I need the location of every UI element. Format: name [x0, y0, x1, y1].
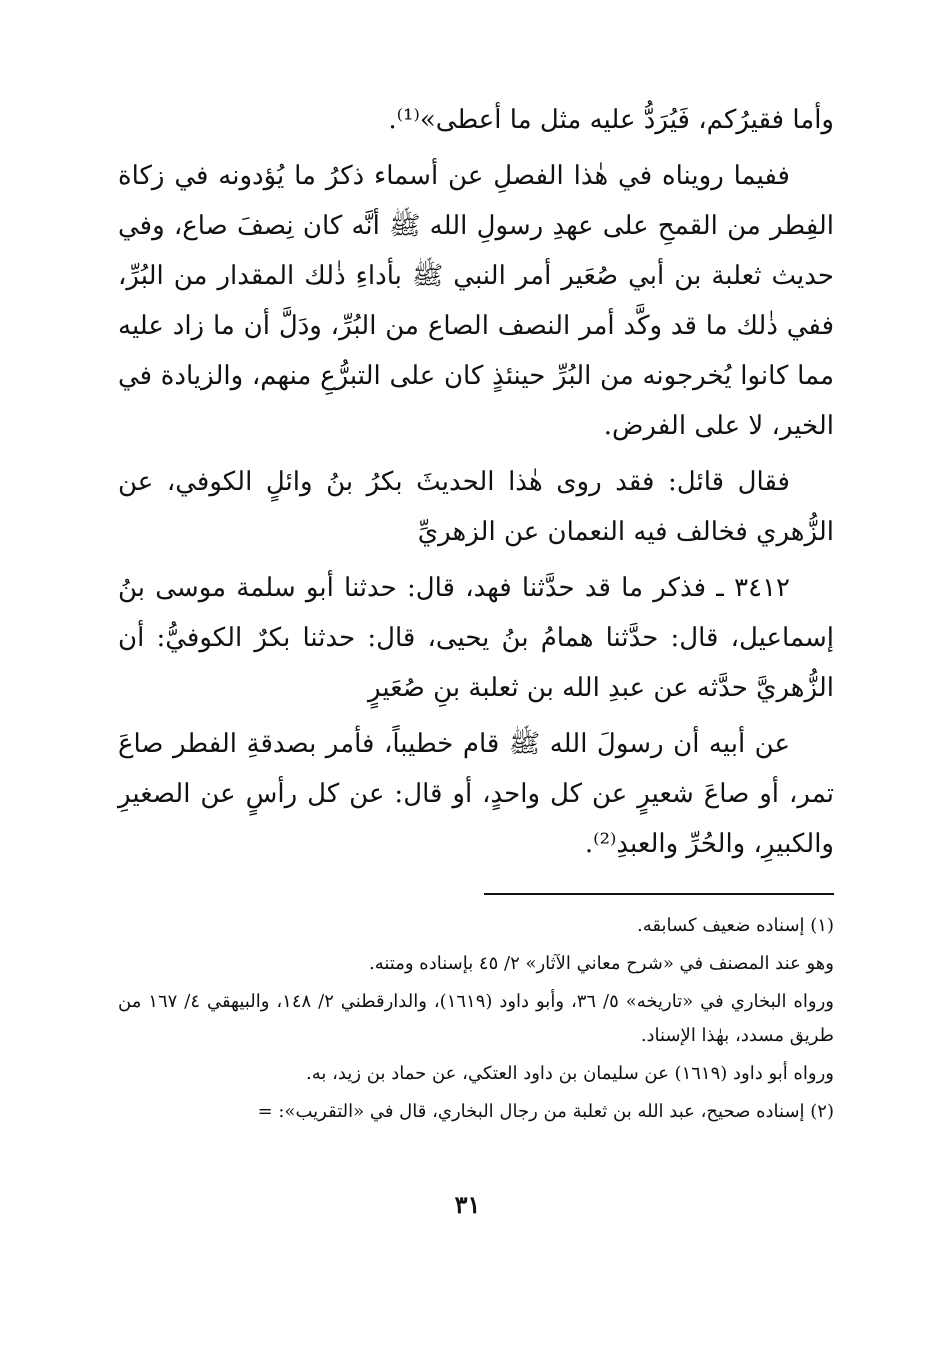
footnote-1-source-1: وهو عند المصنف في «شرح معاني الآثار» ٢/ ٤٥ بإسناده ومتنه.: [368, 953, 834, 974]
page-number: ٣١: [454, 1190, 481, 1219]
body-paragraph-5: عن أبيه أن رسولَ الله ﷺ قام خطيباً، فأمر بصدقةِ الفطر صاعَ تمر، أو صاعَ شعيرٍ عن كل واحدٍ، أو قال: عن كل رأسٍ عن الصغيرِ والكبيرِ، والحُرِّ والعبدِ⁽²⁾.: [118, 729, 834, 859]
footnote-1: (١) إسناده ضعيف كسابقه.: [637, 915, 834, 936]
footnote-divider: [484, 893, 834, 895]
hadith-3412: ٣٤١٢ ـ فذكر ما قد حدَّثنا فهد، قال: حدثنا أبو سلمة موسى بنُ إسماعيل، قال: حدَّثنا همامُ بنُ يحيى، قال: حدثنا بكرٌ الكوفيُّ: أن الزُّهريَّ حدَّثه عن عبدِ الله بن ثعلبة بنِ صُعَيرٍ: [118, 573, 834, 703]
body-paragraph-1: وأما فقيرُكم، فَيُرَدُّ عليه مثل ما أعطى»⁽¹⁾.: [388, 105, 834, 135]
page-content: [118, 95, 834, 1133]
body-paragraph-3: فقال قائل: فقد روى هٰذا الحديثَ بكرُ بنُ وائلٍ الكوفي، عن الزُّهري فخالف فيه النعمان عن الزهريِّ: [118, 467, 834, 547]
footnote-2: (٢) إسناده صحيح، عبد الله بن ثعلبة من رجال البخاري، قال في «التقريب»: =: [257, 1101, 834, 1122]
body-paragraph-2: ففيما رويناه في هٰذا الفصلِ عن أسماء ذكرُ ما يُؤدونه في زكاة الفِطر من القمحِ على عهدِ رسولِ الله ﷺ أنَّه كان نِصفَ صاع، وفي حديث ثعلبة بن أبي صُعَير أمر النبي ﷺ بأداءِ ذٰلك المقدار من البُرِّ، ففي ذٰلك ما قد وكَّد أمر النصف الصاع من البُرِّ، ودَلَّ أن ما زاد عليه مما كانوا يُخرجونه من البُرِّ حينئذٍ كان على التبرُّعِ منهم، والزيادة في الخير، لا على الفرض.: [118, 161, 834, 441]
footnote-1-source-3: ورواه أبو داود (١٦١٩) عن سليمان بن داود العتكي، عن حماد بن زيد، به.: [306, 1063, 834, 1084]
footnote-1-source-2: ورواه البخاري في «تاريخه» ٥/ ٣٦، وأبو داود (١٦١٩)، والدارقطني ٢/ ١٤٨، والبيهقي ٤/ ١٦٧ من طريق مسدد، بهٰذا الإسناد.: [118, 991, 834, 1046]
